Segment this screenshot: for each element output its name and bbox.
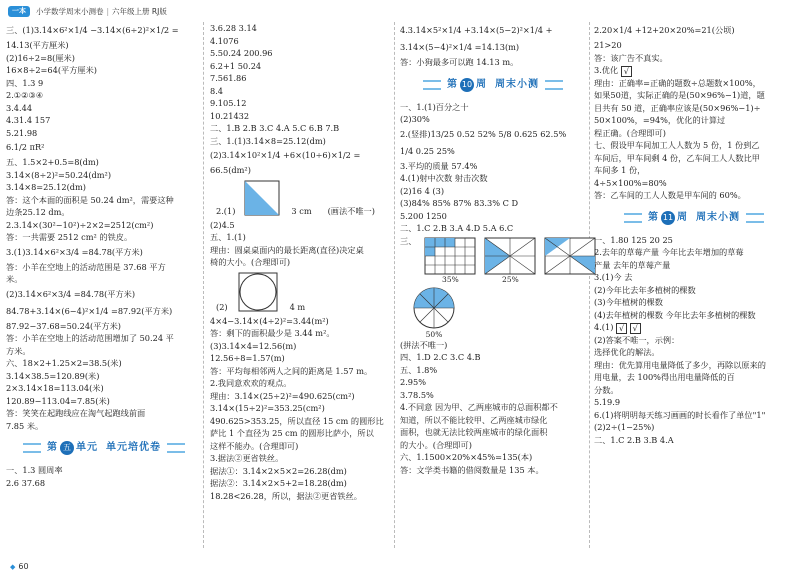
answer-line: 3.(1)今 去: [594, 272, 633, 282]
answer-line: 六、1.1500×20%×45%=135(本): [400, 452, 533, 462]
answer-line: 二、1.C 2.B 3.A 4.D 5.A 6.C: [400, 223, 514, 233]
week-banner: 第 11 周 周末小测: [594, 208, 794, 228]
grid-triangles: [544, 237, 596, 275]
answer-line: 18.28<26.28，所以，据法②更省铁丝。: [210, 490, 362, 501]
triangle-icon: ◆: [10, 563, 16, 571]
pie-diagram: [412, 286, 456, 330]
answer-line: 二、1.C 2.B 3.B 4.A: [594, 434, 674, 445]
answer-line: (2)30%: [400, 114, 430, 124]
note-nonunique: (画法不唯一): [327, 205, 375, 216]
answer-line: 4.3.14×5²×1/4 +3.14×(5−2)²×1/4 +: [400, 25, 553, 35]
answer-line: 椅的大小。(合理即可): [210, 257, 291, 267]
answer-line: 的大小。(合理即可): [400, 439, 472, 450]
column-2: [210, 22, 388, 502]
answer-line: 6.1/2 πR²: [6, 142, 45, 152]
answer-line: 三、1.(1)3.14×8=25.12(dm): [210, 135, 326, 146]
answer-line: 程正确。(合理即可): [594, 127, 666, 138]
answer-line: 2.①②③④: [6, 90, 44, 100]
answer-line: 2.我同意欢欢的观点。: [210, 378, 292, 388]
answer-line: 目共有 50 道，正确率应该是(50×96%−1)÷: [594, 102, 761, 113]
grid-label: 35%: [442, 274, 459, 284]
figure-pie: [412, 286, 586, 339]
answer-line: 5.21.98: [6, 127, 38, 138]
answer-line: 据法②：3.14×2×5+2=18.28(dm): [210, 478, 347, 488]
answer-line: 选择优化的解法。: [594, 347, 660, 357]
answer-line: (2)今年比去年多植树的棵数: [594, 284, 696, 295]
answer-line: 四、1.3 9: [6, 77, 44, 88]
column-divider: [589, 22, 590, 548]
answer-line: 66.5(dm²): [210, 165, 251, 175]
answer-line: 5.19.9: [594, 397, 621, 407]
answer-line: 3.14×(8÷2)²=50.24(dm²): [6, 169, 112, 180]
answer-line: 答：小狗最多可以跑 14.13 m。: [400, 57, 519, 67]
answer-line: 5.50.24 200.96: [210, 48, 273, 58]
answer-line: 分数。: [594, 384, 619, 395]
answer-line: 4.1076: [210, 35, 239, 46]
answer-line: 8.4: [210, 85, 224, 96]
answer-line: 7.85 米。: [6, 420, 44, 431]
answer-line: 10.21432: [210, 110, 250, 121]
answer-line: 120.89−113.04=7.85(米): [6, 395, 110, 406]
answer-line: 21>20: [594, 40, 622, 50]
answer-line: 据法①：3.14×2×5×2=26.28(dm): [210, 465, 347, 476]
answer-line: 2.3.14×(30²−10²)÷2×2=2512(cm²): [6, 219, 154, 230]
banner-title: 单元培优卷: [106, 442, 161, 453]
answer-line: 产量 去年的草莓产量: [594, 259, 671, 270]
column-divider: [394, 22, 395, 548]
answer-line: 3.78.5%: [400, 389, 434, 400]
answer-line: 2.95%: [400, 377, 427, 387]
page-header: [8, 5, 167, 18]
figure-square-triangle: 2.(1) 3 cm (画法不唯一): [216, 179, 388, 217]
answer-line: 6.2+1 50.24: [210, 60, 262, 71]
week-banner: 第 10 周 周末小测: [400, 75, 586, 95]
answer-line: 3.14×(15÷2)²=353.25(cm²): [210, 403, 325, 413]
answer-line: 87.92−37.68=50.24(平方米): [6, 320, 121, 331]
answer-line: 如果50道，实际正确的是(50×96%−1)道，题: [594, 90, 765, 100]
answer-line: 4.(1) √ √: [594, 321, 794, 334]
answer-line: 车间后，甲车间剩 4 份，乙车间工人人数比甲: [594, 152, 760, 163]
answer-line: 答：该广告不真实。: [594, 52, 668, 63]
answer-line: 萨比 1 个直径为 25 cm 的圆形比萨小，所以: [210, 428, 374, 438]
answer-line: 答：笑笑在起跑线应在淘气起跑线前面: [6, 408, 146, 418]
answer-line: (2)答案不唯一，示例：: [594, 334, 680, 345]
answer-line: (4)去年植树的棵数 今年比去年多植树的棵数: [594, 309, 756, 320]
unit-number: 五: [60, 441, 74, 455]
answer-line: 3.6.28 3.14: [210, 23, 257, 33]
answer-line: (2)2÷(1−25%): [594, 422, 655, 432]
answer-line: 3.4.44: [6, 102, 33, 113]
answer-line: 一、1.(1)百分之十: [400, 101, 469, 112]
answer-line: 理由：圆桌桌面内的最长距离(直径)决定桌: [210, 244, 364, 255]
answer-line: 答：文学类书籍的借阅数量是 135 本。: [400, 464, 544, 475]
pie-label: 50%: [425, 329, 443, 339]
answer-line: 五、1.8%: [400, 364, 438, 375]
answer-line: 面积，也就无法比较两座城市的绿化面积: [400, 427, 548, 437]
answer-line: 一、1.80 125 20 25: [594, 234, 673, 245]
answer-line: 6.(1)将明明每天练习画画的时长看作了单位"1": [594, 409, 766, 420]
week-number: 11: [661, 211, 675, 225]
circle-square-diagram: [236, 271, 282, 313]
answer-line: 4.(1)射中次数 射击次数: [400, 173, 488, 183]
check-box: √: [630, 323, 641, 334]
answer-line: 3.平均的质量 57.4%: [400, 160, 478, 171]
answer-line: 1/4 0.25 25%: [400, 145, 455, 156]
answer-line: 4.31.4 157: [6, 115, 51, 125]
answer-line: 4×4−3.14×(4÷2)²=3.44(m²): [210, 315, 329, 326]
answer-line: 50×100%，=94%，优化的计算过: [594, 115, 726, 125]
answer-line: (2)16÷2=8(厘米): [6, 52, 75, 63]
answer-line: 7.561.86: [210, 73, 247, 83]
answer-line: 米。: [6, 274, 23, 284]
grid-35-percent: [424, 237, 476, 275]
answer-line: 3.14×8=25.12(dm): [6, 182, 86, 192]
answer-line: 3.优化 √: [594, 64, 794, 77]
answer-line: 答：小羊在空地上的活动范围增加了 50.24 平: [6, 333, 174, 343]
answer-line: 9.105.12: [210, 98, 247, 108]
answer-line: 四、1.D 2.C 3.C 4.B: [400, 352, 481, 362]
answer-line: 答：乙车间的工人人数是甲车间的 60%。: [594, 190, 746, 200]
unit-banner: 第 五 单元 单元培优卷: [6, 438, 202, 458]
answer-line: 七、假设甲车间加工人人数为 5 份，1 份到乙: [594, 140, 760, 150]
answer-line: 12.56÷8=1.57(m): [210, 353, 285, 363]
column-1: [6, 22, 202, 489]
banner-title: 周末小测: [696, 211, 740, 223]
answer-line: 3.据法②更省铁丝。: [210, 453, 284, 463]
answer-line: 理由：优先算用电量降低了多少，再除以原来的: [594, 359, 766, 370]
answer-line: (2)4.5: [210, 219, 235, 230]
answer-line: 答：一共需要 2512 cm² 的铁皮。: [6, 232, 133, 242]
answer-line: 答：剩下的面积最少是 3.44 m²。: [210, 328, 335, 338]
answer-line: (拼法不唯一): [400, 339, 448, 350]
answer-line: 用电量，去 100%得出用电量降低的百: [594, 372, 735, 382]
answer-line: 2×3.14×18=113.04(米): [6, 383, 104, 393]
answer-line: (3)3.14×4=12.56(m): [210, 340, 297, 351]
answer-line: (3)84% 85% 87% 83.3% C D: [400, 198, 519, 208]
answer-line: 答：小羊在空地上的活动范围是 37.68 平方: [6, 261, 166, 272]
answer-line: 2.20×1/4 +12+20×20%=21(公顷): [594, 25, 735, 35]
answer-line: 4.不同意 因为甲、乙两座城市的总面积都不: [400, 402, 558, 412]
label-3cm: 3 cm: [291, 205, 312, 216]
answer-line: 答：平均每相邻两人之间的距离是 1.57 m。: [210, 365, 373, 376]
answer-line: 一、1.3 圆周率: [6, 465, 63, 475]
grid-label: 25%: [502, 274, 519, 284]
answer-line: 5.200 1250: [400, 210, 447, 221]
answer-line: 2.(竖排)13/25 0.52 52% 5/8 0.625 62.5%: [400, 128, 567, 139]
answer-line: 答：这个本面的面积是 50.24 dm²，需要这种: [6, 194, 174, 205]
answer-line: 84.78+3.14×(6−4)²×1/4 =87.92(平方米): [6, 305, 173, 316]
figure-circle-in-square: (2) 4 m: [216, 271, 388, 313]
check-box: √: [621, 66, 632, 77]
answer-line: 2.6 37.68: [6, 477, 46, 488]
column-3: [400, 22, 586, 476]
answer-line: 2.去年的草莓产量 今年比去年增加的草莓: [594, 247, 744, 257]
week-number: 10: [460, 78, 474, 92]
answer-line: (2)3.14×10²×1/4 +6×(10÷6)×1/2 =: [210, 150, 361, 160]
answer-line: 3.14×38.5=120.89(米): [6, 370, 100, 381]
book-title: 小学数学周末小测卷 | 六年级上册 RJ版: [36, 7, 167, 16]
grid-25-percent: [484, 237, 536, 275]
figure-grids: 三、 35% 25%: [400, 237, 586, 284]
label-4m: 4 m: [289, 301, 306, 312]
brand-logo: 一本: [8, 6, 30, 16]
answer-line: 三、(1)3.14×6²×1/4 −3.14×(6÷2)²×1/2 =: [6, 25, 179, 35]
answer-line: 理由：正确率=正确的题数÷总题数×100%，: [594, 77, 761, 88]
answer-line: 490.625>353.25，所以直径 15 cm 的圆形比: [210, 415, 384, 426]
answer-line: 车间多 1 份，: [594, 165, 646, 175]
answer-line: (2)16 4 (3): [400, 185, 445, 196]
answer-line: 这样不能办。(合理即可): [210, 440, 299, 451]
answer-line: 3.14×(5−4)²×1/4 =14.13(m): [400, 42, 520, 52]
answer-line: (3)今年植树的棵数: [594, 297, 663, 307]
column-4: [594, 22, 794, 446]
answer-line: 边条25.12 dm。: [6, 207, 70, 217]
answer-line: (2)3.14×6²×3/4 =84.78(平方米): [6, 288, 136, 299]
page-number: ◆ 60: [10, 562, 29, 572]
square-diagram: [243, 179, 283, 217]
answer-line: 五、1.5×2+0.5=8(dm): [6, 157, 99, 167]
answer-line: 二、1.B 2.B 3.C 4.A 5.C 6.B 7.B: [210, 123, 340, 133]
answer-line: 知道，所以不能比较甲、乙两座城市绿化: [400, 414, 548, 425]
answer-line: 4÷5×100%=80%: [594, 177, 667, 188]
answer-line: 16×8÷2=64(平方厘米): [6, 65, 97, 75]
check-box: √: [616, 323, 627, 334]
column-divider: [203, 22, 204, 548]
answer-line: 14.13(平方厘米): [6, 40, 69, 50]
answer-line: 3.(1)3.14×6²×3/4 =84.78(平方米): [6, 246, 143, 257]
answer-line: 理由：3.14×(25÷2)²=490.625(cm²): [210, 390, 355, 401]
banner-title: 周末小测: [495, 78, 539, 90]
answer-line: 六、18×2+1.25×2=38.5(米): [6, 358, 122, 368]
answer-line: 五、1.(1): [210, 232, 246, 242]
answer-line: 方米。: [6, 345, 31, 356]
